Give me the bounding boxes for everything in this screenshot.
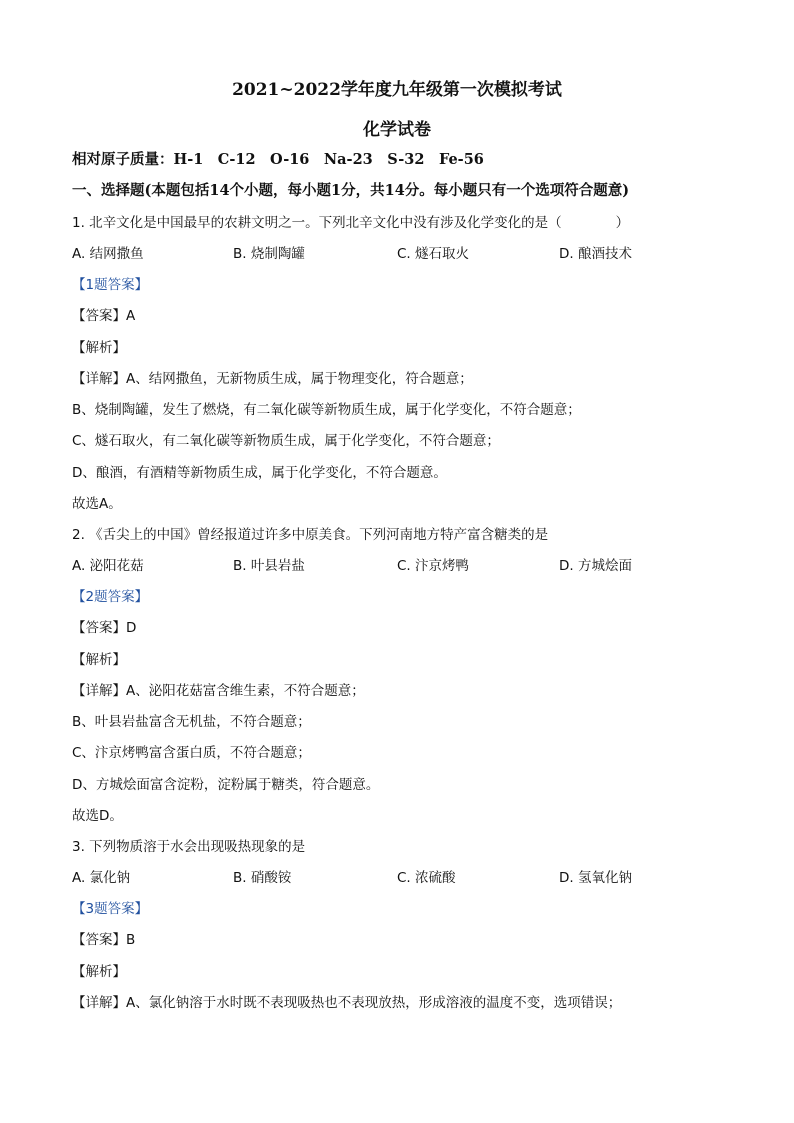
option-b: B. 烧制陶罐	[233, 246, 305, 262]
option-c: C. 汴京烤鸭	[397, 558, 470, 574]
section-heading: 一、选择题(本题包括14个小题，每小题1分，共14分。每小题只有一个选项符合题意)	[72, 182, 630, 199]
question-1-detail-line: 【详解】A、结网撒鱼，无新物质生成，属于物理变化，符合题意；	[72, 371, 473, 387]
question-2-answer-tag: 【2题答案】	[72, 589, 149, 605]
question-1-stem: 1. 北辛文化是中国最早的农耕文明之一。下列北辛文化中没有涉及化学变化的是（ ）	[72, 215, 630, 231]
question-1-detail-line: B、烧制陶罐，发生了燃烧，有二氧化碳等新物质生成，属于化学变化，不符合题意；	[72, 402, 581, 418]
option-b: B. 硝酸铵	[233, 870, 292, 886]
question-3-stem: 3. 下列物质溶于水会出现吸热现象的是	[72, 839, 306, 855]
question-1-answer-tag: 【1题答案】	[72, 277, 149, 293]
option-a: A. 氯化钠	[72, 870, 131, 886]
atomic-masses-line: 相对原子质量：H-1 C-12 O-16 Na-23 S-32 Fe-56	[72, 151, 484, 168]
question-3-analysis-tag: 【解析】	[72, 964, 126, 980]
question-1-analysis-tag: 【解析】	[72, 340, 126, 356]
option-c: C. 浓硫酸	[397, 870, 456, 886]
question-1-options	[72, 245, 692, 263]
option-a: A. 泌阳花菇	[72, 558, 144, 574]
question-2-analysis-tag: 【解析】	[72, 652, 126, 668]
question-2-options	[72, 557, 692, 575]
option-c: C. 燧石取火	[397, 246, 470, 262]
question-2-conclusion: 故选D。	[72, 808, 123, 824]
exam-title: 2021~2022学年度九年级第一次模拟考试	[232, 80, 562, 100]
option-d: D. 方城烩面	[559, 558, 632, 574]
option-d: D. 酿酒技术	[559, 246, 632, 262]
question-1-detail-line: D、酿酒，有酒精等新物质生成，属于化学变化，不符合题意。	[72, 465, 447, 481]
option-b: B. 叶县岩盐	[233, 558, 305, 574]
option-a: A. 结网撒鱼	[72, 246, 144, 262]
question-1-answer: 【答案】A	[72, 308, 136, 324]
question-3-options	[72, 869, 692, 887]
question-3-detail-line: 【详解】A、氯化钠溶于水时既不表现吸热也不表现放热，形成溶液的温度不变，选项错误；	[72, 995, 622, 1011]
question-2-detail-line: 【详解】A、泌阳花菇富含维生素，不符合题意；	[72, 683, 365, 699]
question-1-detail-line: C、燧石取火，有二氧化碳等新物质生成，属于化学变化，不符合题意；	[72, 433, 500, 449]
question-2-detail-line: B、叶县岩盐富含无机盐，不符合题意；	[72, 714, 311, 730]
question-2-detail-line: D、方城烩面富含淀粉，淀粉属于糖类，符合题意。	[72, 777, 380, 793]
exam-subtitle: 化学试卷	[363, 120, 431, 140]
question-2-detail-line: C、汴京烤鸭富含蛋白质，不符合题意；	[72, 745, 311, 761]
question-2-answer: 【答案】D	[72, 620, 137, 636]
option-d: D. 氢氧化钠	[559, 870, 632, 886]
question-3-answer: 【答案】B	[72, 932, 136, 948]
question-1-conclusion: 故选A。	[72, 496, 122, 512]
question-3-answer-tag: 【3题答案】	[72, 901, 149, 917]
question-2-stem: 2. 《舌尖上的中国》曾经报道过许多中原美食。下列河南地方特产富含糖类的是	[72, 527, 549, 543]
